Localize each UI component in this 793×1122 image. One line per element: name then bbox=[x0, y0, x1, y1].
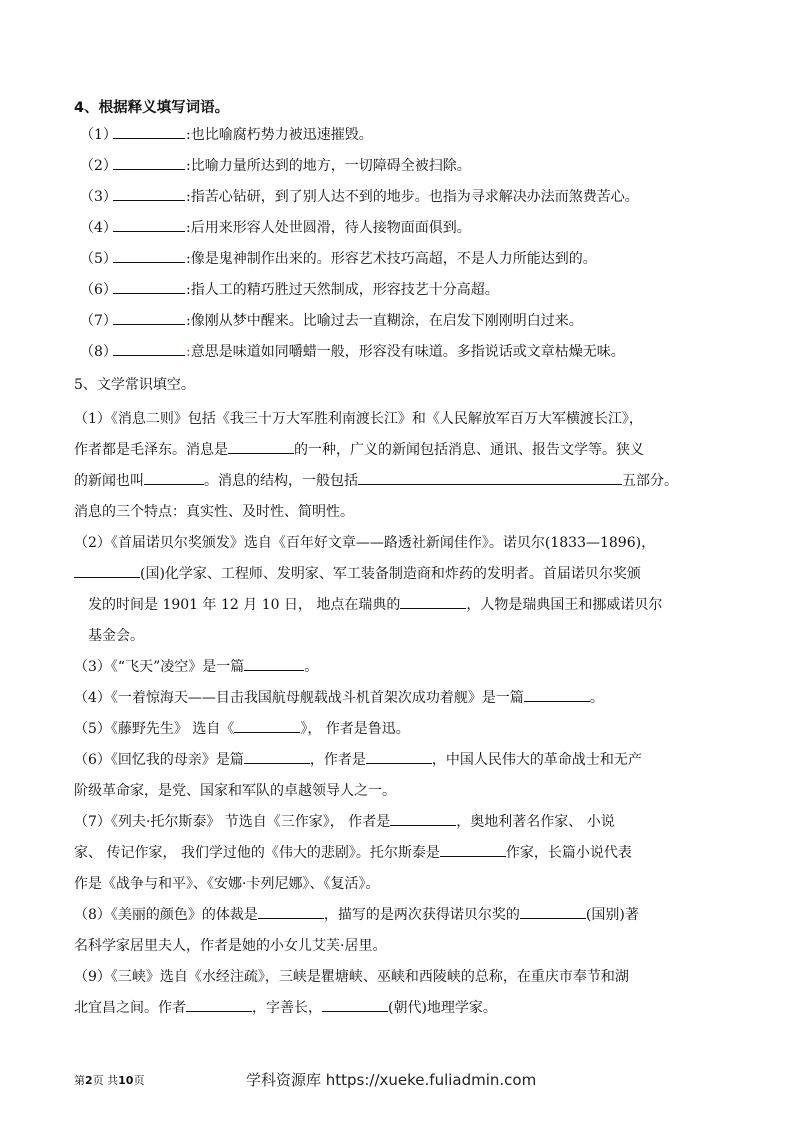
fill-blank[interactable] bbox=[244, 656, 304, 671]
fill-blank[interactable] bbox=[440, 842, 506, 857]
answer-blank[interactable] bbox=[113, 341, 185, 356]
definition-item bbox=[80, 124, 373, 146]
fill-blank[interactable] bbox=[234, 718, 300, 733]
lit-item-1-line-2 bbox=[74, 435, 726, 466]
definition-item bbox=[80, 279, 499, 301]
text-segment: ，中国人民伟大的革命战士和无产 bbox=[431, 752, 642, 768]
text-segment: （6）《回忆我的母亲》是篇 bbox=[74, 752, 244, 768]
text-segment: 。 bbox=[589, 690, 604, 706]
answer-blank[interactable] bbox=[113, 155, 185, 170]
text-segment: （7）《列夫·托尔斯泰》 节选自《三作家》， 作者是 bbox=[74, 814, 391, 830]
text-segment: (国)化学家、工程师、发明家、军工装备制造商和炸药的发明者。首届诺贝尔奖颁 bbox=[140, 566, 641, 582]
text-segment: （3）《“飞天”凌空》是一篇 bbox=[74, 659, 245, 675]
definition-text: 意思是味道如同嚼蜡一般，形容没有味道。多指说话或文章枯燥无味。 bbox=[190, 344, 625, 360]
lit-item-2-line-3 bbox=[74, 590, 726, 621]
item-number: （8） bbox=[80, 344, 117, 360]
lit-item-2 bbox=[74, 528, 726, 652]
item-number: （4） bbox=[80, 220, 117, 236]
lit-item-1-line-3 bbox=[74, 466, 726, 497]
definition-item bbox=[80, 155, 471, 177]
item-number: （1） bbox=[80, 127, 117, 143]
section-4-heading: 4、根据释义填写词语。 bbox=[74, 100, 230, 116]
fill-blank[interactable] bbox=[228, 439, 294, 454]
text-segment: 。 bbox=[304, 659, 319, 675]
text-segment: (朝代)地理学家。 bbox=[388, 1000, 497, 1016]
definition-text: 指人工的精巧胜过天然制成，形容技艺十分高超。 bbox=[190, 282, 499, 298]
section-5-heading: 5、文学常识填空。 bbox=[74, 377, 195, 393]
answer-blank[interactable] bbox=[113, 186, 185, 201]
text-segment: 的一种，广义的新闻包括消息、通讯、报告文学等。狭义 bbox=[294, 442, 644, 458]
answer-blank[interactable] bbox=[113, 124, 185, 139]
lit-item-4 bbox=[74, 683, 726, 714]
definition-text: 后用来形容人处世圆滑，待人接物面面俱到。 bbox=[190, 220, 471, 236]
footer-text: 页 共 bbox=[92, 1074, 119, 1087]
answer-blank[interactable] bbox=[113, 248, 185, 263]
definition-text: 比喻力量所达到的地方，一切障碍全被扫除。 bbox=[190, 158, 471, 174]
item-number: （2） bbox=[80, 158, 117, 174]
answer-blank[interactable] bbox=[113, 279, 185, 294]
text-segment: 五部分。 bbox=[622, 473, 678, 489]
item-number: （7） bbox=[80, 313, 117, 329]
definition-item bbox=[80, 217, 471, 239]
lit-item-8-line-2: 名科学家居里夫人，作者是她的小女儿艾芙·居里。 bbox=[74, 938, 387, 954]
text-segment: ，奥地利著名作家、 小说 bbox=[456, 814, 615, 830]
text-segment: （5）《藤野先生》 选自《 bbox=[74, 721, 235, 737]
text-segment: 家、 传记作家， 我们学过他的《伟大的悲剧》。托尔斯泰是 bbox=[74, 845, 440, 861]
colon-separator: : bbox=[186, 282, 191, 298]
text-segment: （4）《一着惊海天——目击我国航母舰载战斗机首架次成功着舰》是一篇 bbox=[74, 690, 524, 706]
fill-blank[interactable] bbox=[524, 687, 590, 702]
fill-blank[interactable] bbox=[144, 470, 204, 485]
text-segment: 作家，长篇小说代表 bbox=[505, 845, 632, 861]
lit-item-1-line-1: （1）《消息二则》包括《我三十万大军胜利南渡长江》和《人民解放军百万大军横渡长江》， bbox=[74, 411, 643, 427]
text-segment: 北宜昌之间。作者 bbox=[74, 1000, 186, 1016]
fill-blank[interactable] bbox=[186, 997, 252, 1012]
text-segment: 。消息的结构，一般包括 bbox=[204, 473, 358, 489]
lit-item-7 bbox=[74, 807, 726, 900]
lit-item-2-line-1: （2）《首届诺贝尔奖颁发》选自《百年好文章——路透社新闻佳作》。诺贝尔(1833—1896)， bbox=[74, 535, 656, 551]
footer-text: 第 bbox=[74, 1074, 85, 1087]
text-segment: (国别)著 bbox=[585, 907, 639, 923]
text-segment: ，人物是瑞典国王和挪威诺贝尔 bbox=[466, 597, 663, 613]
lit-item-2-line-2 bbox=[74, 559, 726, 590]
fill-blank[interactable] bbox=[74, 563, 140, 578]
lit-item-9 bbox=[74, 962, 726, 1024]
fill-blank[interactable] bbox=[322, 997, 388, 1012]
text-segment: ，作者是 bbox=[309, 752, 366, 768]
colon-separator: : bbox=[186, 313, 191, 329]
definition-text: 指苦心钻研，到了别人达不到的地步。也指为寻求解决办法而煞费苦心。 bbox=[190, 189, 639, 205]
text-segment: ，字善长， bbox=[252, 1000, 322, 1016]
lit-item-1-line-4: 消息的三个特点：真实性、及时性、简明性。 bbox=[74, 504, 354, 520]
fill-blank[interactable] bbox=[390, 811, 456, 826]
lit-item-1 bbox=[74, 404, 726, 528]
lit-item-6 bbox=[74, 745, 726, 807]
item-number: （3） bbox=[80, 189, 117, 205]
text-segment: （8）《美丽的颜色》的体裁是 bbox=[74, 907, 258, 923]
lit-item-5 bbox=[74, 714, 726, 745]
text-segment: 作者都是毛泽东。消息是 bbox=[74, 442, 228, 458]
lit-item-6-line-2: 阶级革命家，是党、国家和军队的卓越领导人之一。 bbox=[74, 783, 396, 799]
definition-item bbox=[80, 186, 639, 208]
fill-blank[interactable] bbox=[400, 594, 466, 609]
answer-blank[interactable] bbox=[113, 310, 185, 325]
fill-blank[interactable] bbox=[358, 470, 622, 485]
colon-separator: : bbox=[186, 189, 191, 205]
text-segment: 》， 作者是鲁迅。 bbox=[300, 721, 410, 737]
definition-item bbox=[80, 310, 583, 332]
definition-item bbox=[80, 248, 597, 270]
fill-blank[interactable] bbox=[520, 904, 586, 919]
fill-blank[interactable] bbox=[244, 749, 310, 764]
colon-separator: : bbox=[186, 251, 191, 267]
definition-text: 也比喻腐朽势力被迅速摧毁。 bbox=[190, 127, 373, 143]
fill-blank[interactable] bbox=[258, 904, 324, 919]
answer-blank[interactable] bbox=[113, 217, 185, 232]
colon-separator: : bbox=[186, 344, 191, 360]
total-pages: 10 bbox=[118, 1074, 134, 1087]
text-segment: 发的时间是 1901 年 12 月 10 日， 地点在瑞典的 bbox=[88, 597, 401, 613]
item-number: （6） bbox=[80, 282, 117, 298]
colon-separator: : bbox=[186, 127, 191, 143]
text-segment: 的新闻也叫 bbox=[74, 473, 144, 489]
lit-item-9-line-1: （9）《三峡》选自《水经注疏》，三峡是瞿塘峡、巫峡和西陵峡的总称，在重庆市奉节和湖 bbox=[74, 969, 629, 985]
footer-text: 页 bbox=[133, 1074, 145, 1087]
text-segment: ，描写的是两次获得诺贝尔奖的 bbox=[323, 907, 520, 923]
definition-text: 像是鬼神制作出来的。形容艺术技巧高超，不是人力所能达到的。 bbox=[190, 251, 597, 267]
lit-item-8 bbox=[74, 900, 726, 962]
lit-item-3 bbox=[74, 652, 726, 683]
definition-item bbox=[80, 341, 625, 363]
colon-separator: : bbox=[186, 158, 191, 174]
fill-blank[interactable] bbox=[366, 749, 432, 764]
watermark-text: 学科资源库 https://xueke.fuliadmin.com bbox=[246, 1071, 537, 1089]
current-page: 2 bbox=[85, 1074, 93, 1087]
lit-item-2-line-4: 基金会。 bbox=[88, 628, 144, 644]
colon-separator: : bbox=[186, 220, 191, 236]
item-number: （5） bbox=[80, 251, 117, 267]
page-number bbox=[74, 1072, 144, 1088]
definition-text: 像刚从梦中醒来。比喻过去一直糊涂，在启发下刚刚明白过来。 bbox=[190, 313, 583, 329]
lit-item-7-line-3: 作是《战争与和平》、《安娜·卡列尼娜》、《复活》。 bbox=[74, 876, 380, 892]
